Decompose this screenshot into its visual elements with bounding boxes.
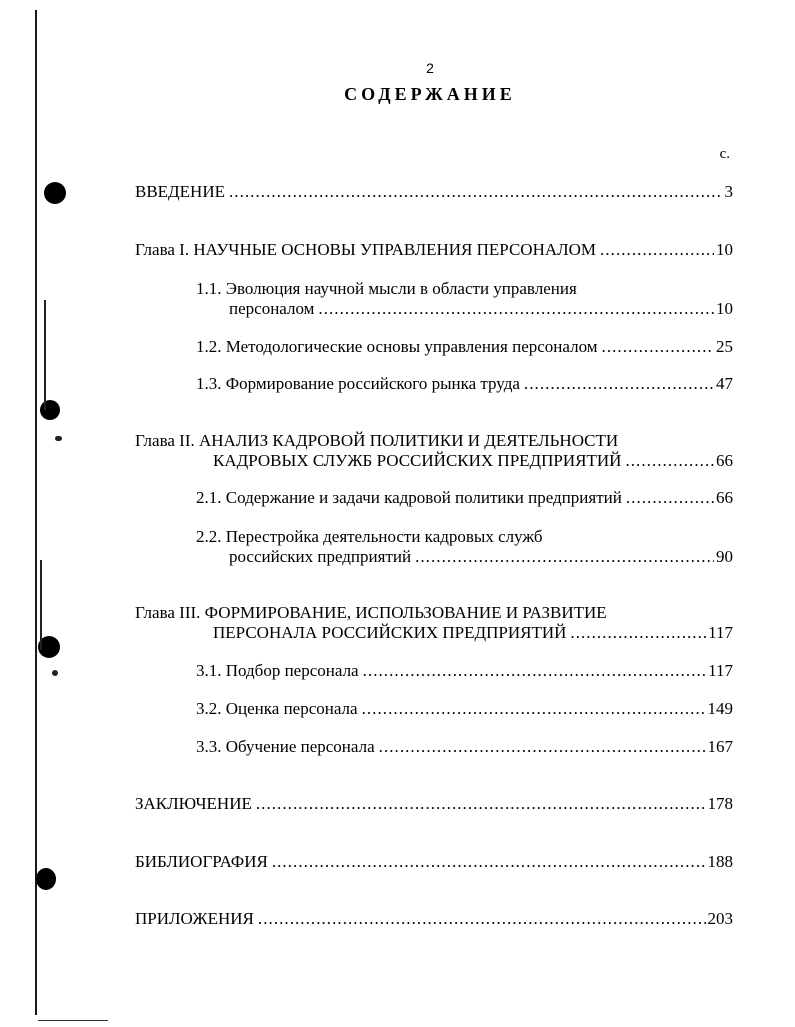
binder-hole-mark (36, 868, 56, 890)
toc-entry-page: 25 (716, 337, 733, 356)
dot-leader (318, 299, 714, 319)
toc-entry-page: 117 (708, 623, 733, 642)
binder-hole-mark (40, 400, 60, 420)
dot-leader (379, 737, 706, 757)
toc-entry-section-3-2[interactable] (196, 699, 733, 719)
scan-speck (44, 300, 46, 410)
toc-entry-page: 47 (716, 374, 733, 393)
toc-entry-chapter-3[interactable] (135, 603, 733, 643)
toc-entry-text: 2.1. Содержание и задачи кадровой политики предприятий (196, 488, 622, 507)
toc-entry-text: 3.2. Оценка персонала (196, 699, 358, 718)
toc-entry-chapter-2[interactable] (135, 431, 733, 471)
toc-entry-page: 167 (707, 737, 733, 756)
toc-entry-text: 3.3. Обучение персонала (196, 737, 375, 756)
dot-leader (229, 182, 723, 202)
toc-entry-text: ЗАКЛЮЧЕНИЕ (135, 794, 252, 813)
toc-entry-text-line1: 2.2. Перестройка деятельности кадровых служб (196, 527, 543, 546)
toc-entry-text-line1: Глава III. ФОРМИРОВАНИЕ, ИСПОЛЬЗОВАНИЕ И РАЗВИТИЕ (135, 603, 607, 622)
toc-entry-text: 1.3. Формирование российского рынка труда (196, 374, 520, 393)
toc-entry-text: ПРИЛОЖЕНИЯ (135, 909, 254, 928)
binder-hole-mark (44, 182, 66, 204)
toc-entry-page: 149 (707, 699, 733, 718)
dot-leader (600, 240, 714, 260)
toc-entry-section-1-2[interactable] (196, 337, 733, 357)
toc-entry-introduction[interactable] (135, 182, 733, 202)
toc-entry-text-line2: КАДРОВЫХ СЛУЖБ РОССИЙСКИХ ПРЕДПРИЯТИЙ (213, 451, 622, 470)
toc-entry-page: 203 (707, 909, 733, 928)
scan-edge-line (35, 10, 37, 1015)
dot-leader (258, 909, 706, 929)
toc-entry-section-3-3[interactable] (196, 737, 733, 757)
page-number: 2 (426, 60, 434, 76)
scan-speck (55, 436, 62, 441)
dot-leader (272, 852, 706, 872)
toc-entry-page: 90 (716, 547, 733, 566)
toc-entry-text: 3.1. Подбор персонала (196, 661, 359, 680)
scan-bottom-rule (38, 1020, 108, 1021)
toc-entry-text: Глава I. НАУЧНЫЕ ОСНОВЫ УПРАВЛЕНИЯ ПЕРСОНАЛОМ (135, 240, 597, 259)
dot-leader (363, 661, 707, 681)
toc-entry-section-1-3[interactable] (196, 374, 733, 394)
page-title: СОДЕРЖАНИЕ (344, 84, 516, 104)
toc-entry-section-1-1[interactable] (196, 279, 733, 319)
scan-speck (40, 560, 42, 650)
toc-entry-text-line1: Глава II. АНАЛИЗ КАДРОВОЙ ПОЛИТИКИ И ДЕЯТЕЛЬНОСТИ (135, 431, 619, 450)
toc-entry-section-2-1[interactable] (196, 488, 733, 508)
toc-entry-section-3-1[interactable] (196, 661, 733, 681)
toc-entry-page: 66 (716, 451, 733, 470)
toc-entry-page: 188 (707, 852, 733, 871)
toc-entry-page: 66 (716, 488, 733, 507)
toc-entry-chapter-1[interactable] (135, 240, 733, 260)
dot-leader (524, 374, 714, 394)
toc-entry-page: 117 (708, 661, 733, 680)
dot-leader (570, 623, 706, 643)
toc-entry-page: 10 (716, 299, 733, 318)
toc-entry-appendices[interactable] (135, 909, 733, 929)
dot-leader (256, 794, 706, 814)
toc-entry-conclusion[interactable] (135, 794, 733, 814)
toc-entry-bibliography[interactable] (135, 852, 733, 872)
dot-leader (626, 488, 714, 508)
toc-entry-text-line2: ПЕРСОНАЛА РОССИЙСКИХ ПРЕДПРИЯТИЙ (213, 623, 567, 642)
scan-speck (52, 670, 58, 676)
toc-entry-text: ВВЕДЕНИЕ (135, 182, 225, 201)
toc-entry-text: БИБЛИОГРАФИЯ (135, 852, 268, 871)
toc-entry-text: 1.2. Методологические основы управления персоналом (196, 337, 598, 356)
toc-entry-section-2-2[interactable] (196, 527, 733, 567)
page-column-label: с. (719, 146, 730, 162)
toc-entry-text-line2: персоналом (229, 299, 315, 318)
toc-entry-page: 178 (707, 794, 733, 813)
toc-entry-page: 10 (716, 240, 733, 259)
toc-entry-text-line1: 1.1. Эволюция научной мысли в области управления (196, 279, 577, 298)
dot-leader (415, 547, 714, 567)
toc-entry-page: 3 (724, 182, 733, 201)
dot-leader (625, 451, 714, 471)
dot-leader (602, 337, 714, 357)
dot-leader (362, 699, 706, 719)
toc-entry-text-line2: российских предприятий (229, 547, 412, 566)
